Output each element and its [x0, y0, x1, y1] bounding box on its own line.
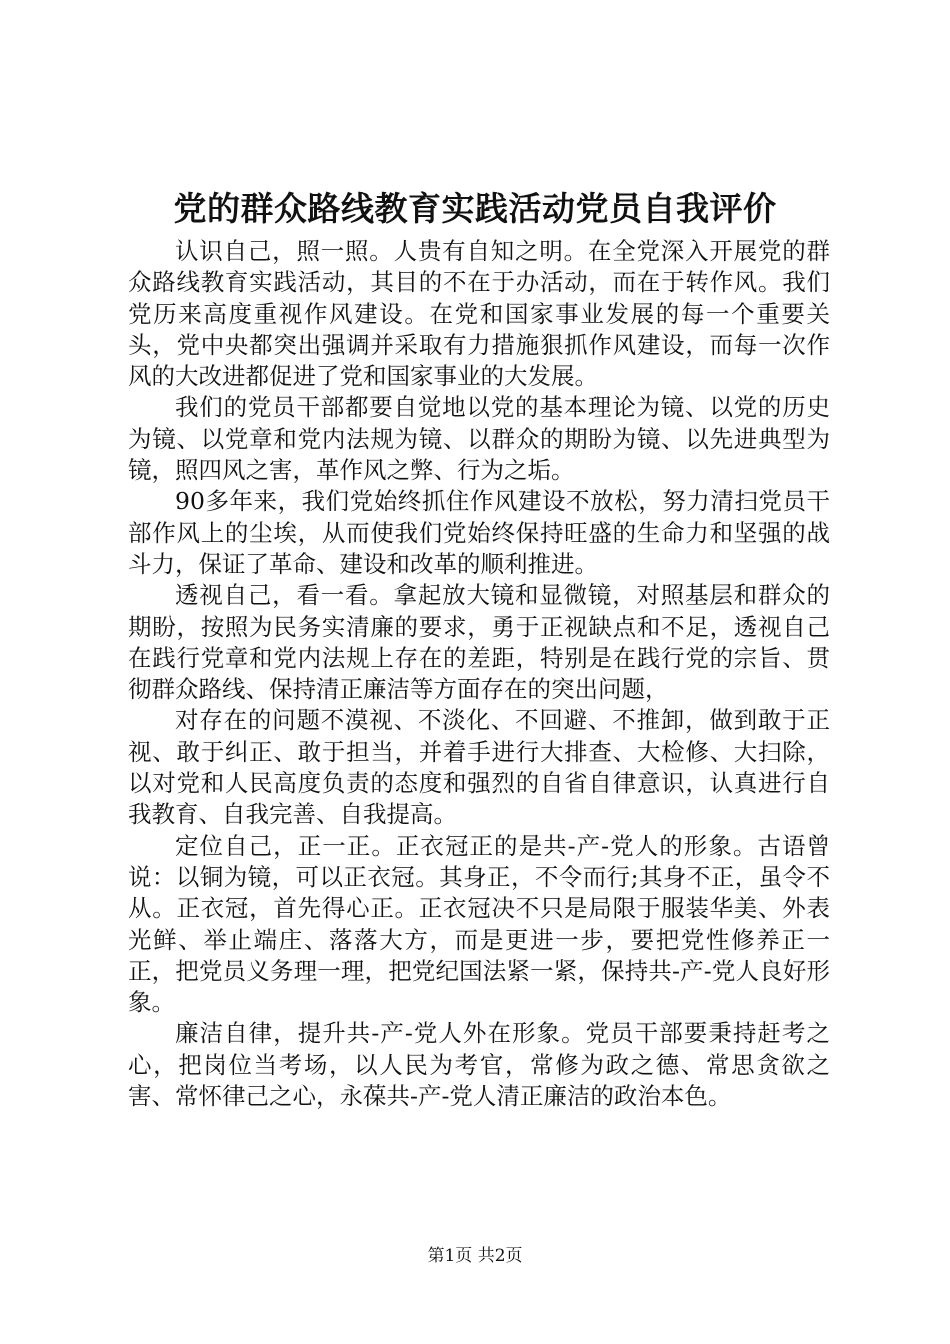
paragraph: 透视自己，看一看。拿起放大镜和显微镜，对照基层和群众的期盼，按照为民务实清廉的要求，勇于正视缺点和不足，透视自己在践行党章和党内法规上存在的差距，特别是在践行党的宗旨、贯彻群众路线、保持清正廉洁等方面存在的突出问题， — [128, 581, 830, 704]
page-number-footer: 第1页 共2页 — [427, 1246, 523, 1266]
paragraph: 认识自己，照一照。人贵有自知之明。在全党深入开展党的群众路线教育实践活动，其目的不在于办活动，而在于转作风。我们党历来高度重视作风建设。在党和国家事业发展的每一个重要关头，党中央都突出强调并采取有力措施狠抓作风建设，而每一次作风的大改进都促进了党和国家事业的大发展。 — [128, 237, 830, 391]
paragraph: 廉洁自律，提升共-产-党人外在形象。党员干部要秉持赶考之心，把岗位当考场，以人民为考官，常修为政之德、常思贪欲之害、常怀律己之心，永葆共-产-党人清正廉洁的政治本色。 — [128, 1019, 830, 1111]
paragraph: 我们的党员干部都要自觉地以党的基本理论为镜、以党的历史为镜、以党章和党内法规为镜、以群众的期盼为镜、以先进典型为镜，照四风之害，革作风之弊、行为之垢。 — [128, 393, 830, 485]
document-body — [128, 236, 830, 1112]
paragraph: 定位自己，正一正。正衣冠正的是共-产-党人的形象。古语曾说：以铜为镜，可以正衣冠。其身正，不令而行;其身不正，虽令不从。正衣冠，首先得心正。正衣冠决不只是局限于服装华美、外表光鲜、举止端庄、落落大方，而是更进一步，要把党性修养正一正，把党员义务理一理，把党纪国法紧一紧，保持共-产-党人良好形象。 — [128, 831, 830, 1017]
paragraph: 对存在的问题不漠视、不淡化、不回避、不推卸，做到敢于正视、敢于纠正、敢于担当，并着手进行大排查、大检修、大扫除，以对党和人民高度负责的态度和强烈的自省自律意识，认真进行自我教育、自我完善、自我提高。 — [128, 706, 830, 829]
paragraph: 90多年来，我们党始终抓住作风建设不放松，努力清扫党员干部作风上的尘埃，从而使我们党始终保持旺盛的生命力和坚强的战斗力，保证了革命、建设和改革的顺利推进。 — [128, 487, 830, 578]
page-title: 党的群众路线教育实践活动党员自我评价 — [173, 189, 777, 228]
